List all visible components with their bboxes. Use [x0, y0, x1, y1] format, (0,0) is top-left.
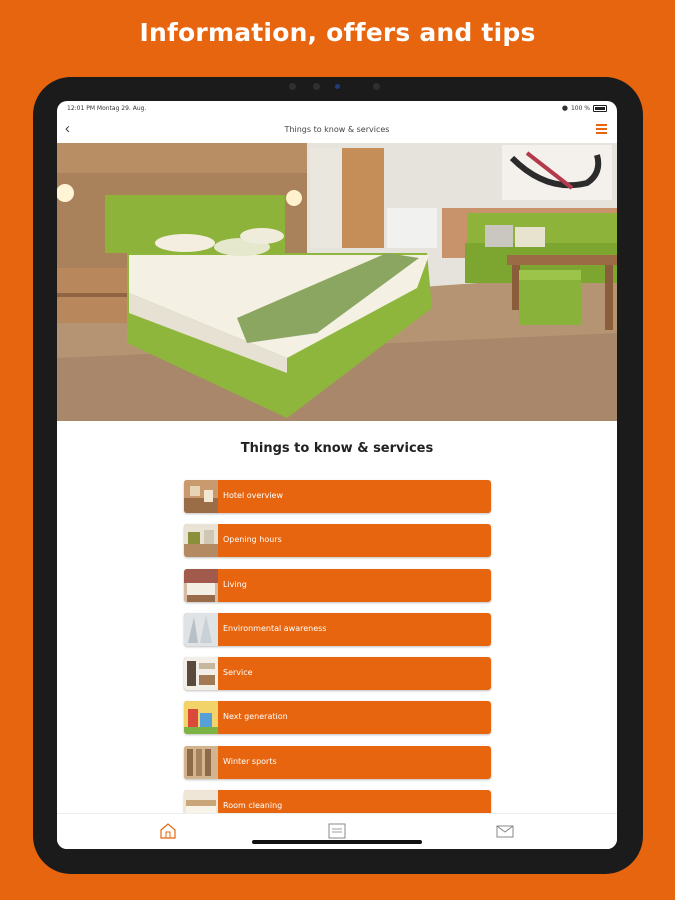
thumbnail-image	[184, 569, 218, 602]
mail-icon[interactable]	[495, 821, 515, 841]
promo-headline: Information, offers and tips	[139, 18, 536, 47]
nav-title: Things to know & services	[284, 125, 390, 134]
list-item-label: Service	[223, 668, 253, 678]
list-item-label: Opening hours	[223, 535, 282, 545]
battery-percent: 100 %	[570, 104, 590, 112]
thumbnail-image	[184, 613, 218, 646]
sensor	[313, 83, 320, 90]
section-title: Things to know & services	[240, 441, 434, 456]
status-bar	[57, 101, 617, 117]
home-indicator	[252, 840, 422, 844]
list-item-living[interactable]	[184, 569, 491, 602]
thumbnail-image	[184, 480, 218, 513]
list-item-label: Hotel overview	[223, 491, 283, 500]
services-list	[184, 480, 491, 834]
thumbnail-image	[184, 524, 218, 557]
app-screen	[57, 101, 617, 849]
sensor	[373, 83, 380, 90]
list-item-service[interactable]	[184, 657, 491, 690]
list-item-winter-sports[interactable]	[184, 746, 491, 779]
hero-image	[57, 143, 617, 421]
sensor	[289, 83, 296, 90]
chevron-left-icon[interactable]: ‹	[65, 120, 70, 137]
status-time: 12:01 PM Montag 29. Aug.	[67, 105, 147, 112]
list-item-label: Winter sports	[223, 756, 277, 766]
home-icon[interactable]	[158, 821, 178, 841]
list-item-label: Next generation	[223, 712, 288, 722]
list-item-hotel-overview[interactable]	[184, 480, 491, 513]
list-item-label: Environmental awareness	[223, 623, 327, 633]
list-item-environmental-awareness[interactable]	[184, 613, 491, 646]
list-item-next-generation[interactable]	[184, 701, 491, 734]
nav-bar	[57, 117, 617, 143]
thumbnail-image	[184, 701, 218, 734]
thumbnail-image	[184, 657, 218, 690]
hamburger-menu-icon[interactable]	[596, 124, 607, 136]
list-item-opening-hours[interactable]	[184, 524, 491, 557]
thumbnail-image	[184, 746, 218, 779]
front-camera	[335, 84, 340, 89]
battery-icon	[593, 105, 607, 112]
list-item-label: Living	[223, 579, 247, 589]
document-icon[interactable]	[327, 821, 347, 841]
list-item-label: Room cleaning	[223, 801, 283, 811]
wifi-icon: ●	[561, 104, 568, 112]
